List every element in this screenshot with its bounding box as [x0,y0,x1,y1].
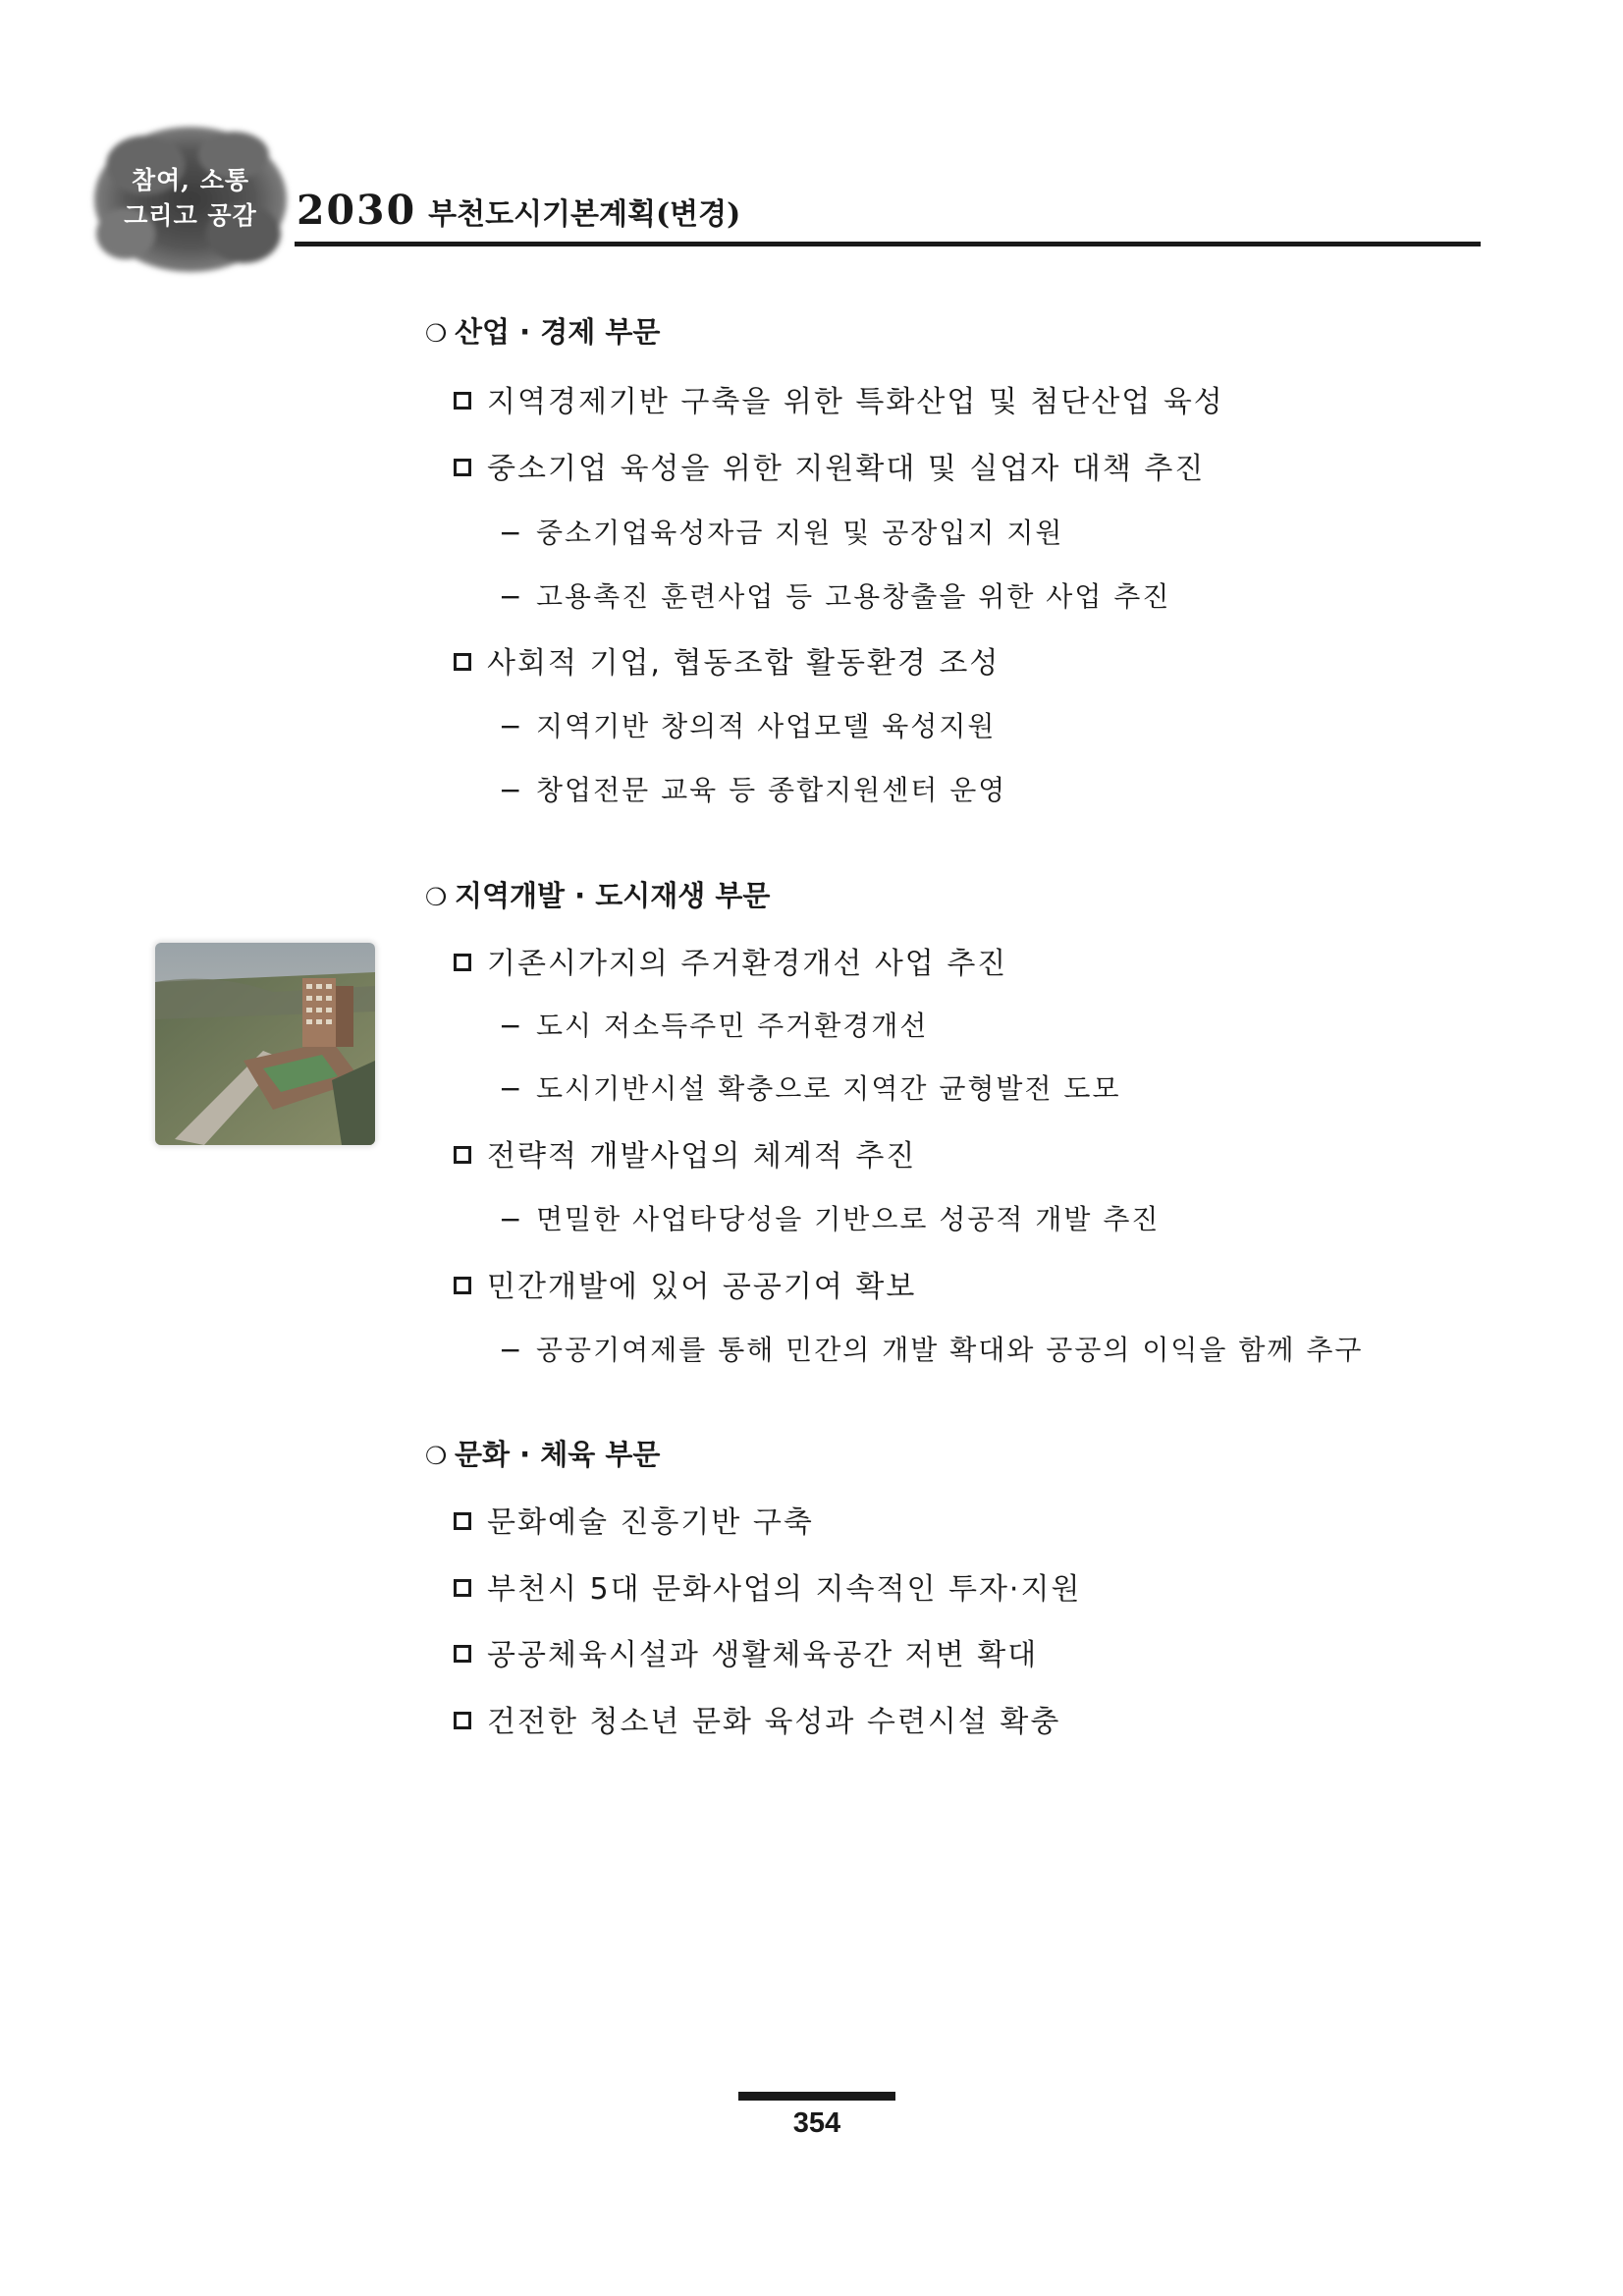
sub-list-item [499,1198,1160,1237]
checkbox-bullet-icon [454,459,471,476]
list-item [454,638,1000,682]
sub-list-item [499,705,996,744]
dash-bullet-icon: − [499,1072,524,1105]
section-heading-text: 산업 · 경제 부문 [455,315,661,349]
list-item-text: 문화예술 진흥기반 구축 [487,1505,814,1540]
checkbox-bullet-icon [454,1512,471,1530]
dash-bullet-icon: − [499,517,524,549]
circle-bullet-icon: ❍ [425,883,448,911]
checkbox-bullet-icon [454,1277,471,1294]
header-plan-title: 부천도시기본계획(변경) [428,197,741,232]
list-item [454,444,1205,487]
checkbox-bullet-icon [454,954,471,971]
checkbox-bullet-icon [454,1712,471,1729]
sub-list-item [499,512,1063,551]
sub-list-item [499,1329,1363,1368]
list-item [454,939,1007,982]
header-divider [295,242,1481,246]
page-header-title [297,187,740,234]
dash-bullet-icon: − [499,1334,524,1366]
dash-bullet-icon: − [499,580,524,613]
list-item [454,1131,916,1175]
section-heading-regional-development [425,874,770,914]
list-item-text: 공공체육시설과 생활체육공간 저변 확대 [487,1638,1039,1672]
section-heading-text: 문화 · 체육 부문 [455,1438,661,1471]
list-item [454,377,1224,420]
header-badge [86,116,295,283]
sub-list-item-text: 면밀한 사업타당성을 기반으로 성공적 개발 추진 [536,1203,1161,1235]
sub-list-item-text: 도시기반시설 확충으로 지역간 균형발전 도모 [536,1072,1121,1105]
list-item-text: 전략적 개발사업의 체계적 추진 [487,1139,917,1174]
badge-line-2: 그리고 공감 [124,201,257,230]
sub-list-item-text: 고용촉진 훈련사업 등 고용창출을 위한 사업 추진 [536,580,1171,613]
dash-bullet-icon: − [499,1010,524,1042]
list-item [454,1498,814,1541]
list-item-text: 기존시가지의 주거환경개선 사업 추진 [487,947,1008,981]
page-number: 354 [792,2107,841,2139]
circle-bullet-icon: ❍ [425,319,448,348]
section-heading-industry [425,310,660,351]
dash-bullet-icon: − [499,710,524,742]
dash-bullet-icon: − [499,774,524,806]
list-item [454,1697,1060,1740]
sub-list-item [499,769,1006,808]
sub-list-item [499,1005,928,1044]
checkbox-bullet-icon [454,392,471,410]
sub-list-item-text: 중소기업육성자금 지원 및 공장입지 지원 [536,517,1064,549]
dash-bullet-icon: − [499,1203,524,1235]
building-photo [155,943,375,1145]
list-item [454,1262,916,1305]
header-year: 2030 [297,187,417,234]
list-item-text: 사회적 기업, 협동조합 활동환경 조성 [487,646,1001,681]
section-heading-text: 지역개발 · 도시재생 부문 [455,879,771,912]
list-item-text: 민간개발에 있어 공공기여 확보 [487,1270,917,1304]
badge-line-1: 참여, 소통 [131,166,249,194]
checkbox-bullet-icon [454,1579,471,1597]
list-item-text: 지역경제기반 구축을 위한 특화산업 및 첨단산업 육성 [487,385,1224,419]
list-item-text: 건전한 청소년 문화 육성과 수련시설 확충 [487,1705,1061,1739]
checkbox-bullet-icon [454,1146,471,1164]
list-item [454,1630,1038,1673]
sub-list-item [499,1067,1121,1107]
list-item-text: 부천시 5대 문화사업의 지속적인 투자·지원 [487,1572,1082,1607]
sub-list-item [499,575,1170,615]
footer-bar [738,2092,895,2101]
list-item [454,1564,1081,1608]
checkbox-bullet-icon [454,1645,471,1663]
sub-list-item-text: 도시 저소득주민 주거환경개선 [536,1010,929,1042]
sub-list-item-text: 창업전문 교육 등 종합지원센터 운영 [536,774,1007,806]
list-item-text: 중소기업 육성을 위한 지원확대 및 실업자 대책 추진 [487,452,1206,486]
sub-list-item-text: 공공기여제를 통해 민간의 개발 확대와 공공의 이익을 함께 추구 [536,1334,1364,1366]
building-rendering-icon [155,943,375,1145]
circle-bullet-icon: ❍ [425,1442,448,1470]
checkbox-bullet-icon [454,653,471,671]
sub-list-item-text: 지역기반 창의적 사업모델 육성지원 [536,710,997,742]
section-heading-culture-sports [425,1433,660,1473]
